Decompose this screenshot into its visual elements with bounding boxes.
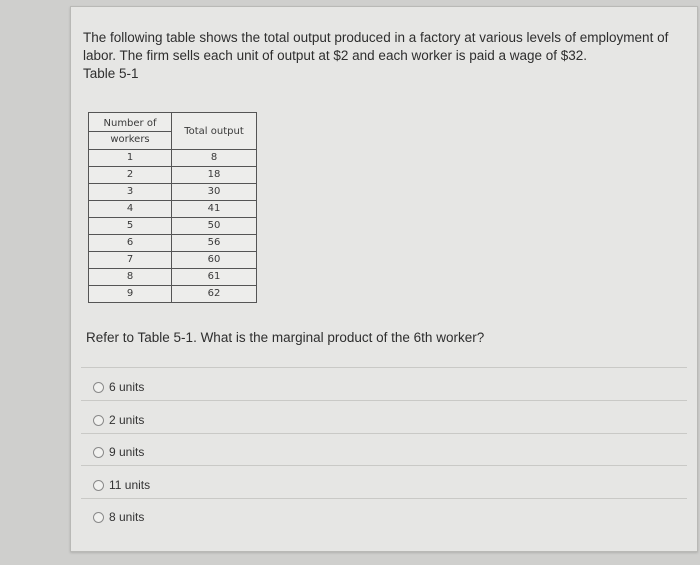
answer-option-4[interactable]	[93, 478, 150, 492]
table-row	[89, 286, 257, 303]
divider	[81, 465, 687, 466]
output-cell: 60	[172, 252, 257, 269]
workers-cell: 8	[89, 269, 172, 286]
divider	[81, 367, 687, 368]
workers-cell: 5	[89, 218, 172, 235]
question-prompt: Refer to Table 5-1. What is the marginal product of the 6th worker?	[86, 330, 485, 345]
option-label: 11 units	[109, 478, 151, 492]
output-cell: 50	[172, 218, 257, 235]
radio-circle-icon[interactable]	[93, 447, 104, 458]
answer-option-3[interactable]	[93, 445, 144, 459]
answer-option-2[interactable]	[93, 413, 144, 427]
table-row	[89, 269, 257, 286]
option-label: 2 units	[109, 413, 145, 427]
output-cell: 62	[172, 286, 257, 303]
table-row	[89, 235, 257, 252]
header-col1-line2: workers	[110, 133, 150, 145]
workers-cell: 3	[89, 184, 172, 201]
header-number-of-workers	[89, 113, 172, 150]
radio-circle-icon[interactable]	[93, 415, 104, 426]
workers-cell: 7	[89, 252, 172, 269]
table-row	[89, 167, 257, 184]
workers-cell: 9	[89, 286, 172, 303]
radio-circle-icon[interactable]	[93, 480, 104, 491]
output-cell: 56	[172, 235, 257, 252]
output-cell: 30	[172, 184, 257, 201]
divider	[81, 433, 687, 434]
table-row	[89, 150, 257, 167]
divider	[81, 498, 687, 499]
output-cell: 18	[172, 167, 257, 184]
answer-option-5[interactable]	[93, 510, 144, 524]
output-cell: 41	[172, 201, 257, 218]
table-row	[89, 218, 257, 235]
question-intro	[83, 29, 683, 65]
option-label: 8 units	[109, 510, 145, 524]
workers-cell: 6	[89, 235, 172, 252]
answer-option-1[interactable]	[93, 380, 144, 394]
option-label: 6 units	[109, 380, 145, 394]
header-col1-line1: Number of	[89, 116, 171, 132]
question-card	[70, 6, 698, 552]
output-cell: 61	[172, 269, 257, 286]
output-cell: 8	[172, 150, 257, 167]
table-row	[89, 201, 257, 218]
table-row	[89, 252, 257, 269]
divider	[81, 400, 687, 401]
table-row	[89, 184, 257, 201]
workers-cell: 4	[89, 201, 172, 218]
output-table	[88, 112, 257, 303]
radio-circle-icon[interactable]	[93, 512, 104, 523]
table-header-row	[89, 113, 257, 150]
option-label: 9 units	[109, 445, 145, 459]
header-total-output: Total output	[172, 113, 257, 150]
table-title: Table 5-1	[83, 66, 139, 81]
radio-circle-icon[interactable]	[93, 382, 104, 393]
intro-line-2: labor. The firm sells each unit of output at $2 and each worker is paid a wage of $32.	[83, 48, 588, 63]
workers-cell: 1	[89, 150, 172, 167]
intro-line-1: The following table shows the total output produced in a factory at various levels of employment of	[83, 30, 669, 45]
workers-cell: 2	[89, 167, 172, 184]
